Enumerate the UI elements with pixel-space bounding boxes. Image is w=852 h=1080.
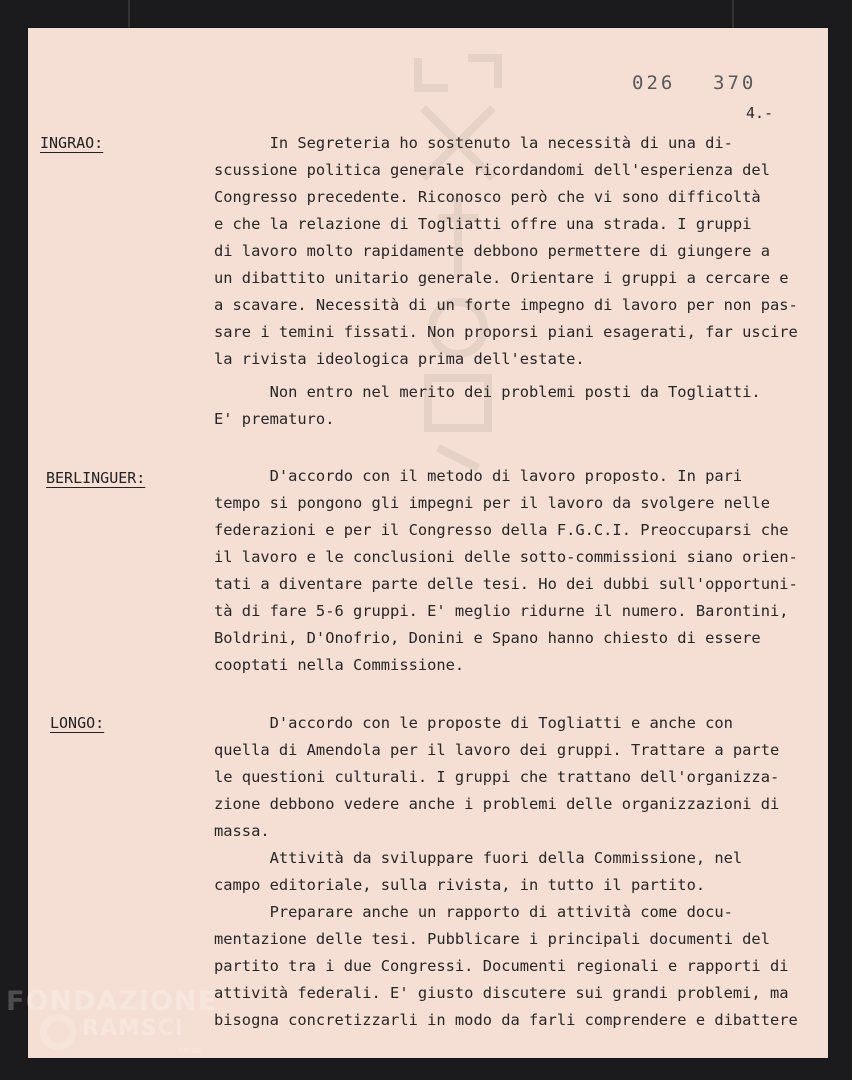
text-line: massa. [214, 822, 270, 840]
archive-stamp-right: 370 [713, 72, 757, 94]
text-line: federazioni e per il Congresso della F.G.C.I. Preoccuparsi che [214, 521, 789, 539]
text-line: attività federali. E' giusto discutere sui grandi problemi, ma [214, 984, 789, 1002]
text-line: Preparare anche un rapporto di attività come docu- [214, 903, 733, 921]
paragraph [214, 379, 824, 433]
speaker-label-berlinguer: BERLINGUER: [46, 469, 146, 487]
text-line: E' prematuro. [214, 410, 335, 428]
document-page [28, 28, 828, 1058]
logo-tag: onlus [178, 1046, 203, 1056]
text-line: campo editoriale, sulla rivista, in tutto il partito. [214, 876, 706, 894]
logo-text: RAMSCI [82, 1016, 185, 1041]
text-line: la rivista ideologica prima dell'estate. [214, 350, 585, 368]
page-number: 4.- [746, 104, 774, 122]
text-line: zione debbono vedere anche i problemi delle organizzazioni di [214, 795, 780, 813]
text-line: In Segreteria ho sostenuto la necessità di una di- [214, 134, 733, 152]
text-line: un dibattito unitario generale. Orientare i gruppi a cercare e [214, 269, 789, 287]
text-line: Attività da sviluppare fuori della Commissione, nel [214, 849, 743, 867]
text-line: partito tra i due Congressi. Documenti regionali e rapporti di [214, 957, 789, 975]
text-line: bisogna concretizzarli in modo da farli comprendere e dibattere [214, 1011, 798, 1029]
text-line: Non entro nel merito dei problemi posti da Togliatti. [214, 383, 761, 401]
text-line: cooptati nella Commissione. [214, 656, 465, 674]
text-line: tempo si pongono gli impegni per il lavoro da svolgere nelle [214, 494, 770, 512]
film-strip-mark [128, 0, 130, 28]
archive-stamp-left: 026 [632, 72, 676, 94]
speaker-label-ingrao: INGRAO: [40, 134, 104, 152]
text-line: le questioni culturali. I gruppi che trattano dell'organizza- [214, 768, 780, 786]
text-line: sare i temini fissati. Non proporsi piani esagerati, far uscire [214, 323, 798, 341]
logo-text: FONDAZIONE [6, 986, 217, 1017]
text-line: Boldrini, D'Onofrio, Donini e Spano hanno chiesto di essere [214, 629, 761, 647]
text-line: quella di Amendola per il lavoro dei gruppi. Trattare a parte [214, 741, 780, 759]
logo-g-icon [40, 1014, 76, 1050]
text-line: Congresso precedente. Riconosco però che vi sono difficoltà [214, 188, 761, 206]
fondazione-gramsci-logo [6, 986, 216, 1066]
text-line: e che la relazione di Togliatti offre una strada. I gruppi [214, 215, 752, 233]
text-line: tà di fare 5-6 gruppi. E' meglio ridurne il numero. Barontini, [214, 602, 789, 620]
text-line: scussione politica generale ricordandomi dell'esperienza del [214, 161, 770, 179]
text-line: D'accordo con il metodo di lavoro proposto. In pari [214, 467, 743, 485]
film-strip-mark [732, 0, 734, 28]
text-line: tati a diventare parte delle tesi. Ho dei dubbi sull'opportuni- [214, 575, 798, 593]
text-line: a scavare. Necessità di un forte impegno di lavoro per non pas- [214, 296, 798, 314]
paragraph [214, 130, 824, 373]
paragraph [214, 463, 824, 679]
paragraph [214, 845, 824, 899]
text-line: il lavoro e le conclusioni delle sotto-commissioni siano orien- [214, 548, 798, 566]
speaker-label-longo: LONGO: [50, 714, 105, 732]
text-line: mentazione delle tesi. Pubblicare i principali documenti del [214, 930, 770, 948]
paragraph [214, 899, 824, 1034]
paragraph [214, 710, 824, 845]
text-line: D'accordo con le proposte di Togliatti e anche con [214, 714, 733, 732]
text-line: di lavoro molto rapidamente debbono permettere di giungere a [214, 242, 770, 260]
